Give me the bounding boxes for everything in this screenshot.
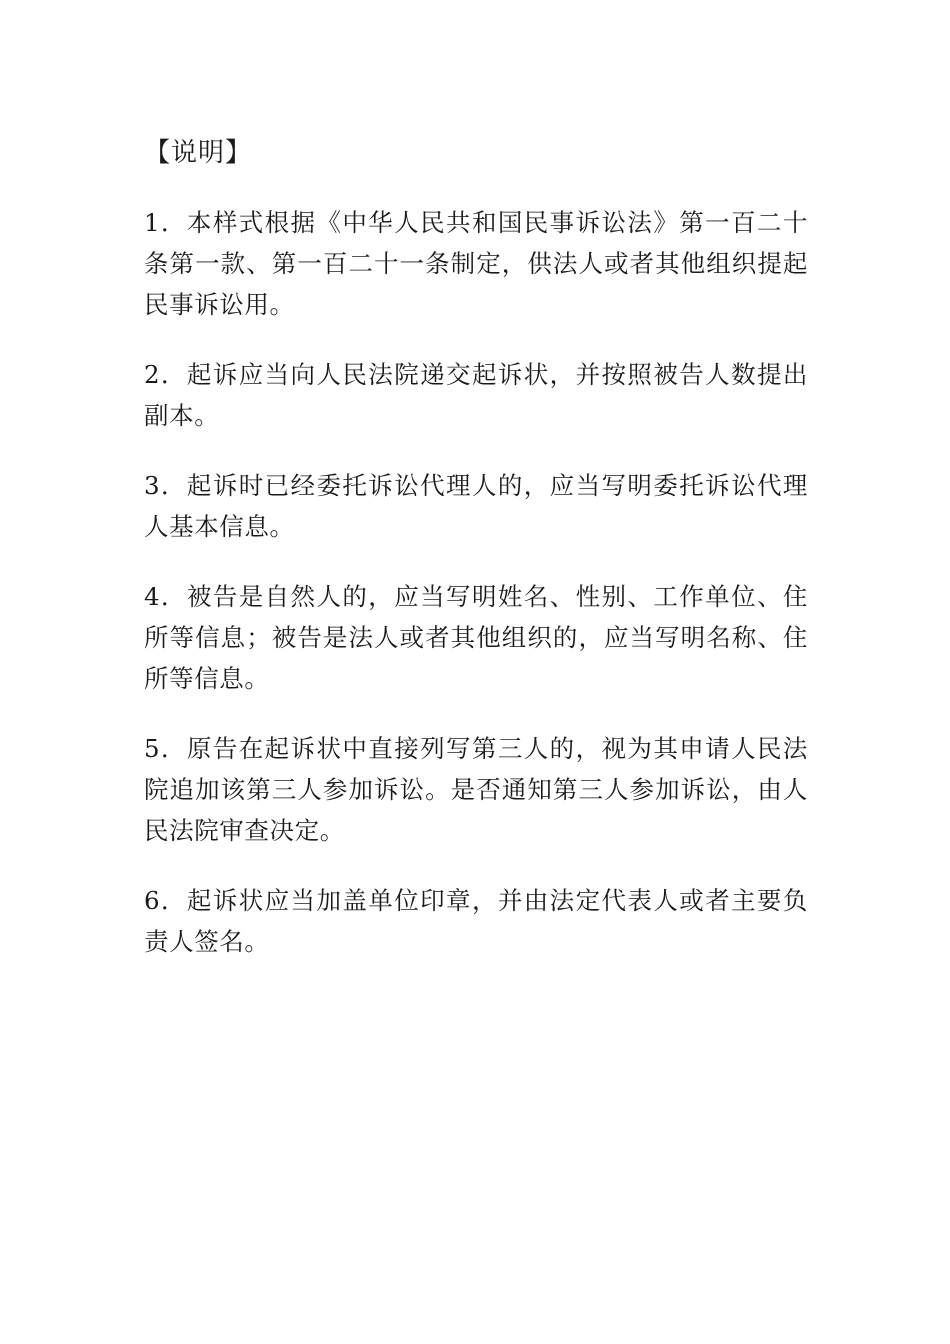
instruction-item-5: 5．原告在起诉状中直接列写第三人的，视为其申请人民法院追加该第三人参加诉讼。是否通知第三人参加诉讼，由人民法院审查决定。: [144, 734, 808, 845]
instruction-item-3: 3．起诉时已经委托诉讼代理人的，应当写明委托诉讼代理人基本信息。: [144, 471, 808, 541]
section-heading: 【说明】: [144, 138, 253, 168]
instruction-item-2: 2．起诉应当向人民法院递交起诉状，并按照被告人数提出副本。: [144, 360, 808, 430]
instruction-item-6: 6．起诉状应当加盖单位印章，并由法定代表人或者主要负责人签名。: [144, 886, 808, 956]
instruction-item-1: 1．本样式根据《中华人民共和国民事诉讼法》第一百二十条第一款、第一百二十一条制定，供法人或者其他组织提起民事诉讼用。: [144, 208, 808, 319]
instruction-item-4: 4．被告是自然人的，应当写明姓名、性别、工作单位、住所等信息；被告是法人或者其他组织的，应当写明名称、住所等信息。: [144, 582, 808, 693]
document-body: [144, 133, 808, 991]
